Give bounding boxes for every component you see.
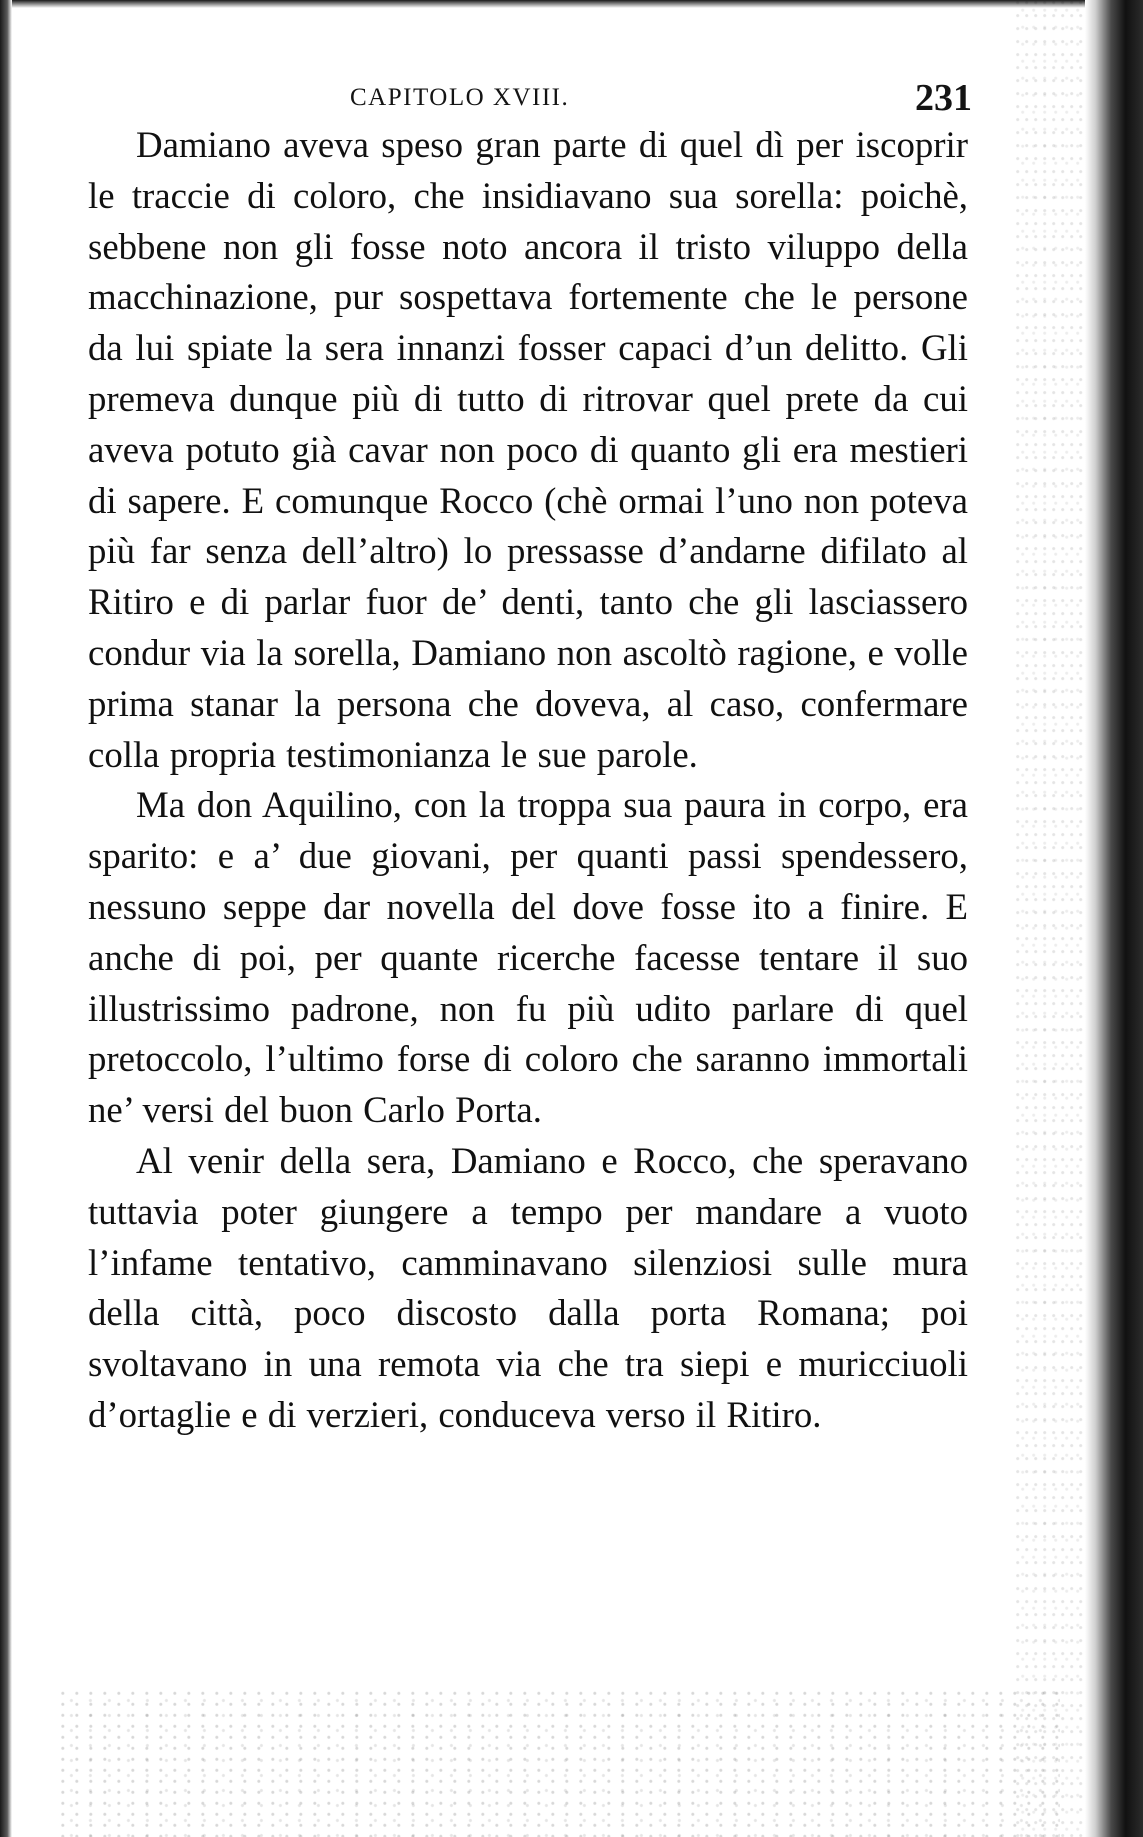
book-page <box>88 74 972 1441</box>
binding-gutter <box>1085 0 1143 1837</box>
bottom-scan-noise <box>60 1690 1060 1837</box>
running-head <box>88 74 972 120</box>
page-top-edge-shadow <box>0 0 1143 8</box>
paragraph-2: Ma don Aquilino, con la troppa sua paura in corpo, era sparito: e a’ due giovani, per quanti passi spendessero, nessuno seppe dar novella del dove fosse ito a finire. E anche di poi, per quante ricerche facesse tentare il suo illustrissimo padrone, non fu più udito parlare di quel pretoccolo, l’ultimo forse di coloro che saranno immortali ne’ versi del buon Carlo Porta. <box>88 784 968 1131</box>
paragraph-3: Al venir della sera, Damiano e Rocco, che speravano tuttavia poter giungere a tempo per mandare a vuoto l’infame tentativo, camminavano silenziosi sulle mura della città, poco discosto dalla porta Romana; poi svoltavano in una remota via che tra siepi e muricciuoli d’ortaglie e di verzieri, conduceva verso il Ritiro. <box>88 1139 968 1435</box>
paragraph-1: Damiano aveva speso gran parte di quel dì per iscoprir le traccie di coloro, che insidiavano sua sorella: poichè, sebbene non gli fosse noto ancora il tristo viluppo della macchinazione, pur sospettava fortemente che le persone da lui spiate la sera innanzi fosser capaci d’un delitto. Gli premeva dunque più di tutto di ritrovar quel prete da cui aveva potuto già cavar non poco di quanto gli era mestieri di sapere. E comunque Rocco (chè ormai l’uno non poteva più far senza dell’altro) lo pressasse d’andarne difilato al Ritiro e di parlar fuor de’ denti, tanto che gli lasciassero condur via la sorella, Damiano non ascoltò ragione, e volle prima stanar la persona che doveva, al caso, confermare colla propria testimonianza le sue parole. <box>88 124 968 775</box>
page-left-edge-shadow <box>0 0 12 1837</box>
body-text <box>88 120 968 1441</box>
page-number: 231 <box>915 77 972 119</box>
gutter-speckle <box>1015 0 1085 1837</box>
chapter-title: CAPITOLO XVIII. <box>350 84 570 111</box>
